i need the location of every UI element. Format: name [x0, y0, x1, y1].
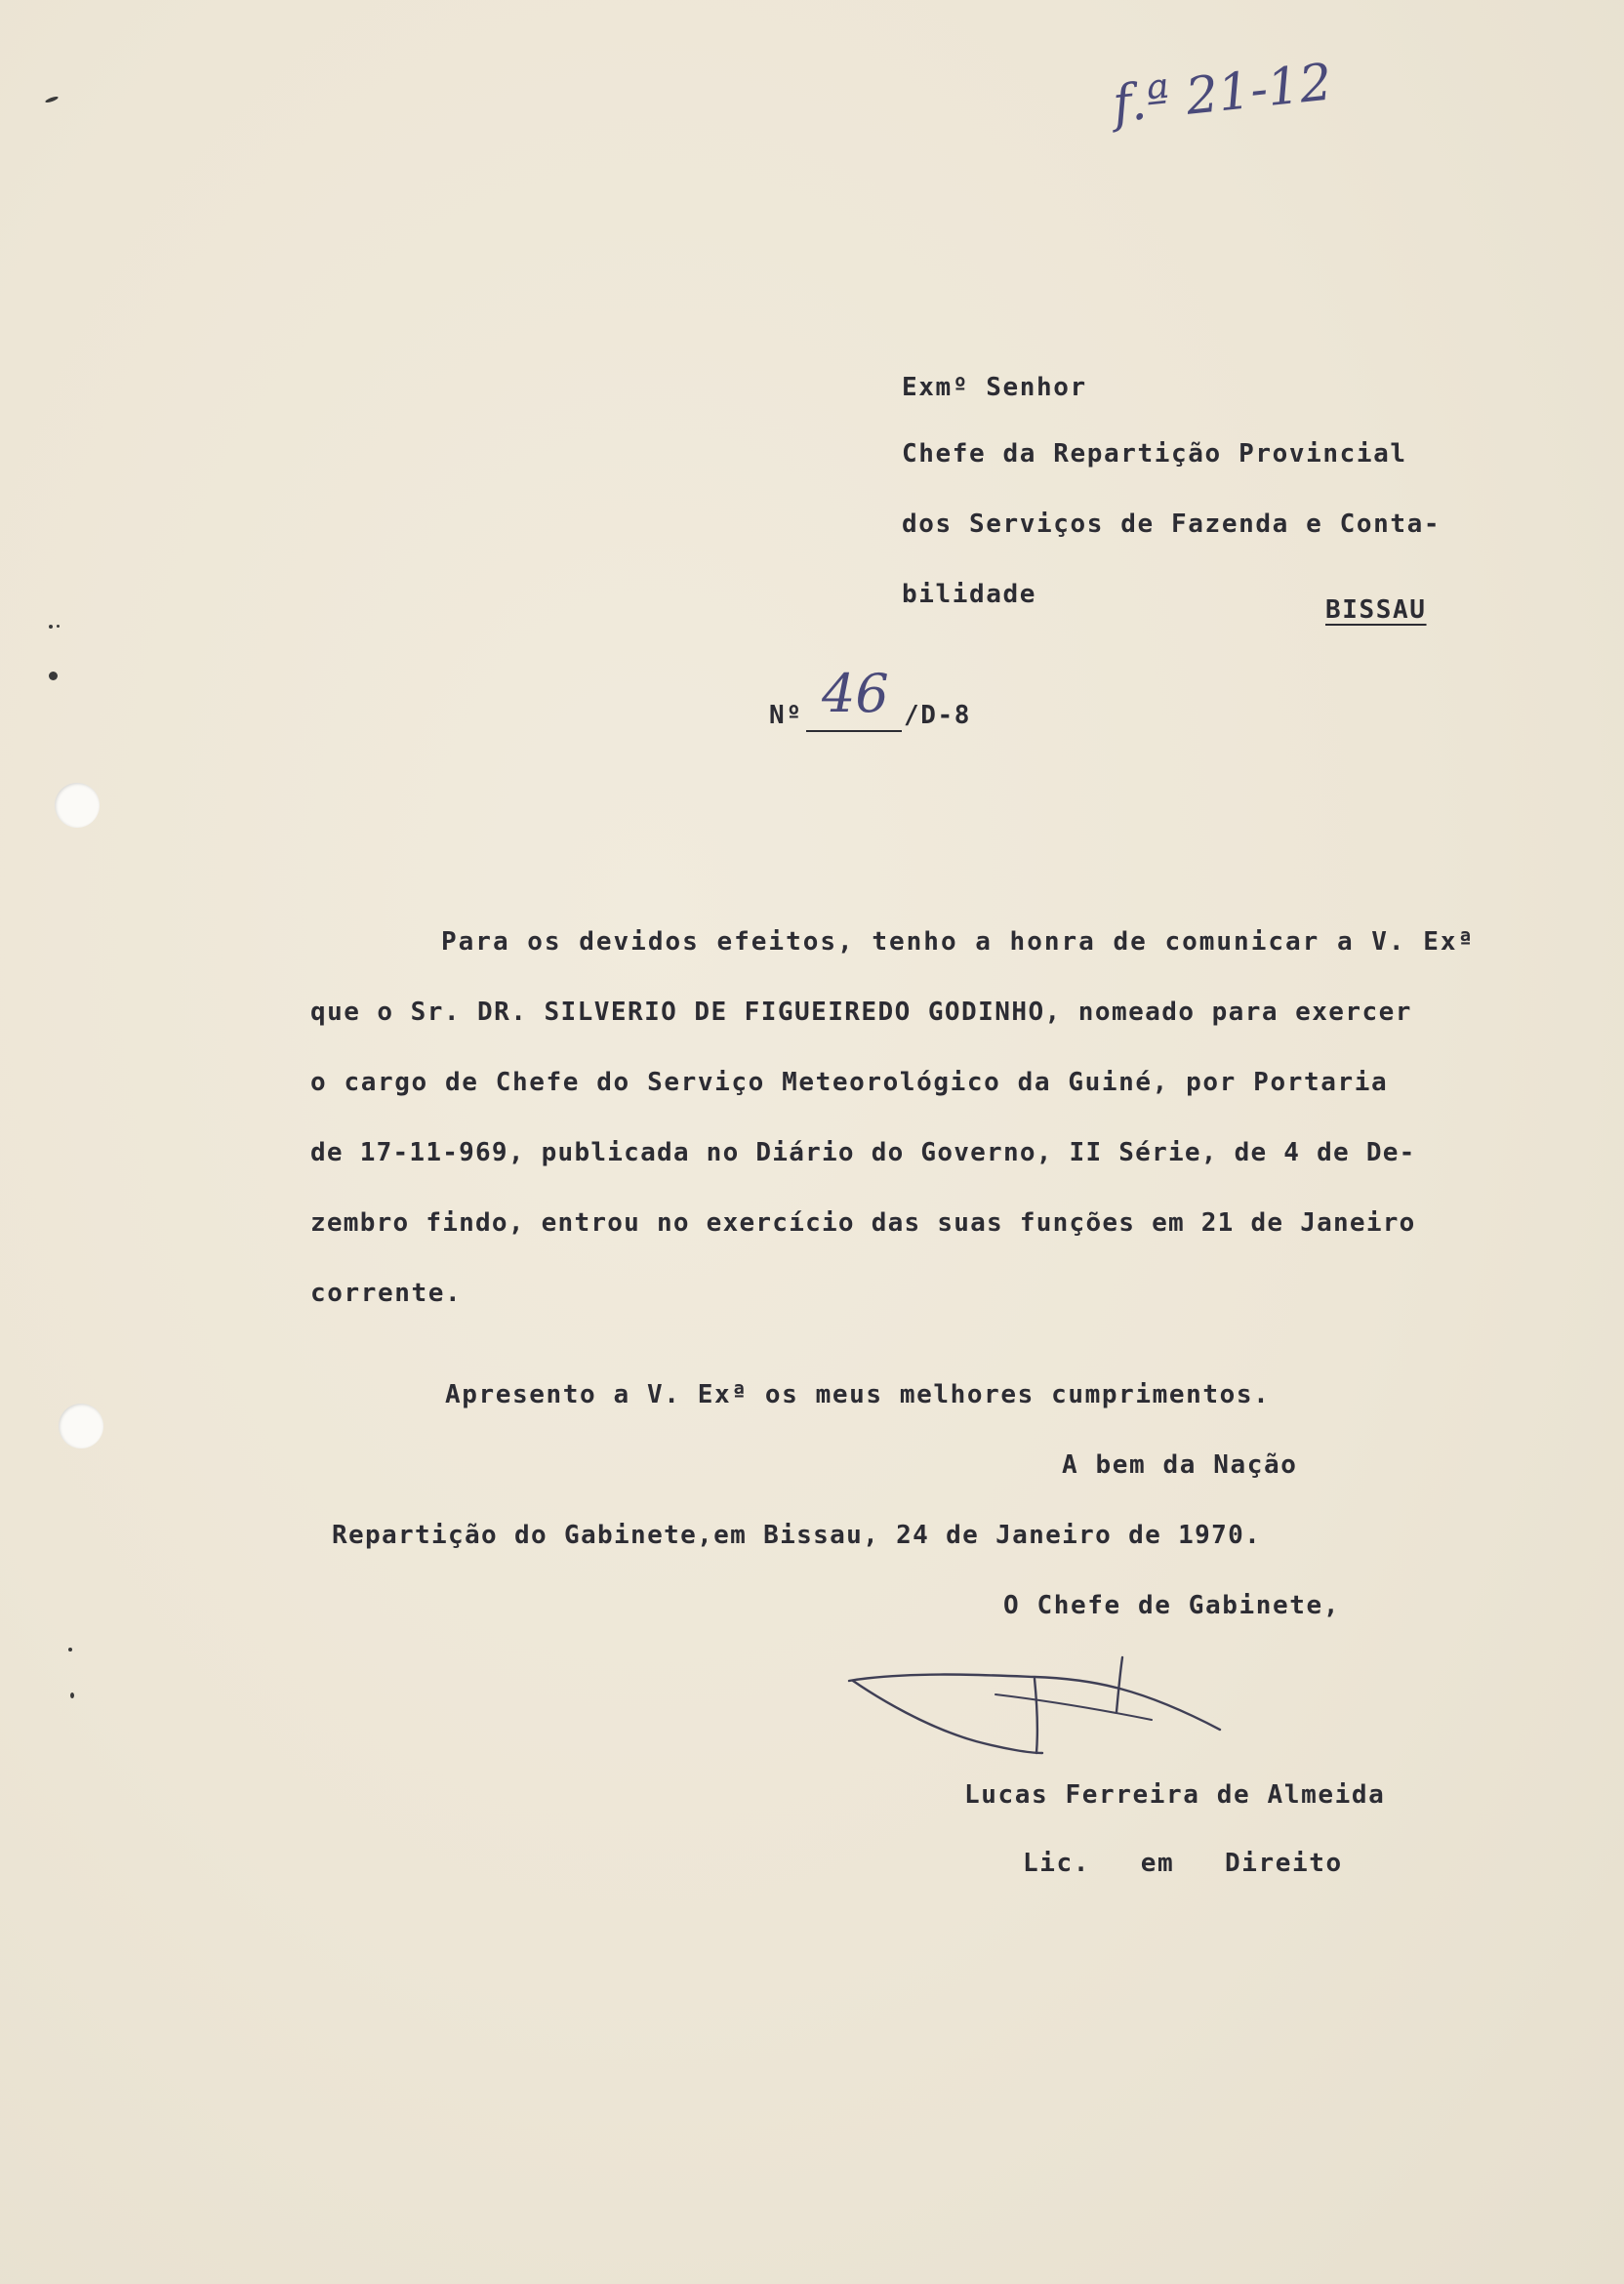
addressee-title-line: Chefe da Repartição Provincial [902, 439, 1407, 469]
addressee-city: BISSAU [1325, 595, 1427, 625]
margin-speck [68, 1648, 72, 1652]
body-line: que o Sr. DR. SILVERIO DE FIGUEIREDO GODINHO, nomeado para exercer [310, 998, 1412, 1027]
body-line: zembro findo, entrou no exercício das suas funções em 21 de Janeiro [310, 1208, 1416, 1238]
closing-motto: A bem da Nação [1062, 1450, 1298, 1480]
body-line: Para os devidos efeitos, tenho a honra de comunicar a V. Exª [441, 927, 1476, 957]
body-line: de 17-11-969, publicada no Diário do Governo, II Série, de 4 de De- [310, 1138, 1416, 1167]
closing-place-date: Repartição do Gabinete,em Bissau, 24 de Janeiro de 1970. [332, 1521, 1262, 1550]
addressee-title-line: bilidade [902, 580, 1037, 609]
handwritten-annotation: f.ª 21-12 [1110, 53, 1335, 135]
body-line: o cargo de Chefe do Serviço Meteorológico da Guiné, por Portaria [310, 1068, 1389, 1097]
closing-role: O Chefe de Gabinete, [1003, 1591, 1341, 1620]
margin-speck [49, 625, 53, 629]
reference-suffix: /D-8 [904, 701, 972, 730]
reference-number-line [806, 730, 902, 732]
punch-hole-bottom [59, 1404, 103, 1448]
addressee-salutation: Exmº Senhor [902, 373, 1087, 402]
margin-speck [70, 1693, 74, 1698]
reference-number: 46 [822, 663, 889, 724]
margin-speck [57, 625, 60, 628]
signatory-name: Lucas Ferreira de Almeida [964, 1780, 1386, 1810]
reference-prefix: Nº [769, 701, 803, 730]
body-line: corrente. [310, 1279, 463, 1308]
margin-speck [49, 672, 58, 680]
addressee-title-line: dos Serviços de Fazenda e Conta- [902, 510, 1441, 539]
punch-hole-top [55, 783, 100, 828]
signatory-title: Lic. em Direito [1023, 1849, 1343, 1878]
margin-speck [45, 96, 60, 104]
greeting-line: Apresento a V. Exª os meus melhores cumprimentos. [445, 1380, 1271, 1409]
